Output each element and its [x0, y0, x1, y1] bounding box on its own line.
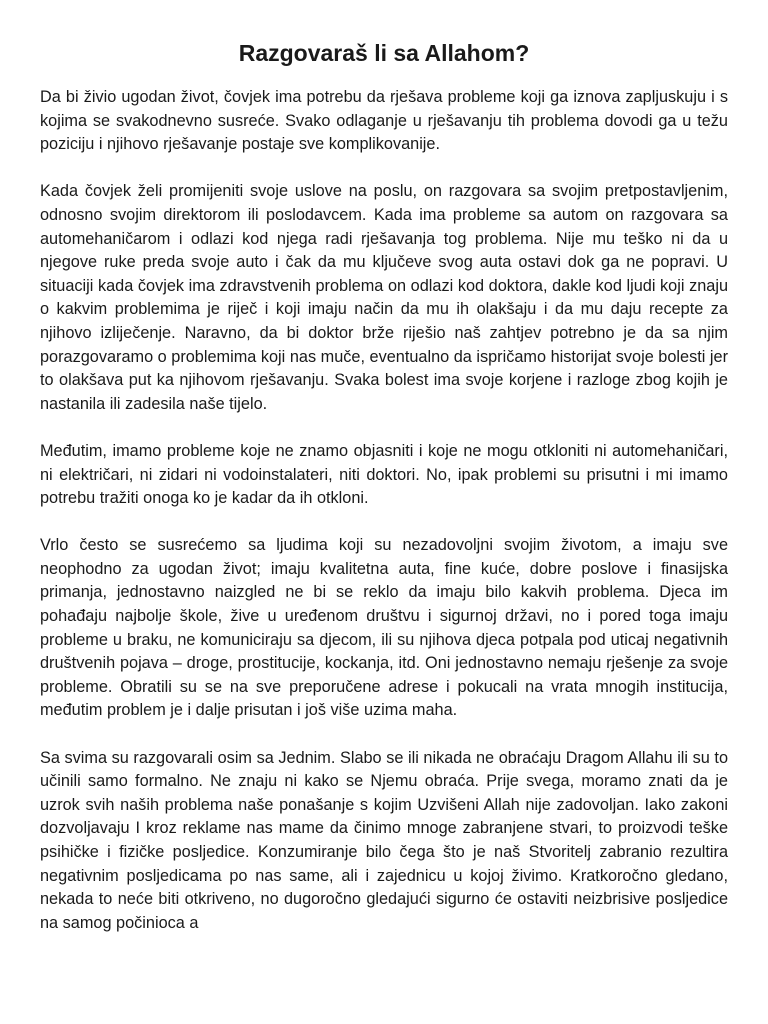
document-title: Razgovaraš li sa Allahom?: [238, 40, 530, 66]
paragraph-5: Sa svima su razgovarali osim sa Jednim. Slabo se ili nikada ne obraćaju Dragom Allahu ili su to učinili samo formalno. Ne znaju ni kako se Njemu obraća. Prije svega, moramo znati da je uzrok svih naših problema naše ponašanje s kojim Uzvišeni Allah nije zadovoljan. Iako zakoni dozvoljavaju I kroz reklame nas mame da činimo mnoge zabranjene stvari, to proizvodi teške psihičke i fizičke posljedice. Konzumiranje bilo čega što je naš Stvoritelj zabranio rezultira negativnim posljedicama po nas same, ali i zajednicu u kojoj živimo. Kratkoročno gledano, nekada to neće biti otkriveno, no dugoročno gledajući sigurno će ostaviti neizbrisive posljedice na samog počinioca a: [40, 748, 728, 932]
paragraph-1: Da bi živio ugodan život, čovjek ima potrebu da rješava probleme koji ga iznova zapljuskuju i s kojima se svakodnevno susreće. Svako odlaganje u rješavanju tih problema dovodi ga u težu poziciju i njihovo rješavanje postaje sve komplikovanije.: [40, 88, 728, 154]
paragraph-4: Vrlo često se susrećemo sa ljudima koji su nezadovoljni svojim životom, a imaju sve neophodno za ugodan život; imaju kvalitetna auta, fine kuće, dobre poslove i finasijska primanja, jednostavno naizgled ne bi se reklo da imaju bilo kakvih problema. Djeca im pohađaju najbolje škole, žive u uređenom društvu i sigurnoj državi, no i pored toga imaju probleme u braku, ne komuniciraju sa djecom, ili su njihova djeca potpala pod uticaj negativnih društvenih pojava – droge, prostitucije, kockanja, itd. Oni jednostavno nemaju rješenje za svoje probleme. Obratili su se na sve preporučene adrese i pokucali na vrata mnogih institucija, međutim problem je i dalje prisutan i još više uzima maha.: [40, 536, 728, 720]
paragraph-3: Međutim, imamo probleme koje ne znamo objasniti i koje ne mogu otkloniti ni automehaničari, ni električari, ni zidari ni vodoinstalateri, niti doktori. No, ipak problemi su prisutni i mi imamo potrebu tražiti onoga ko je kadar da ih otkloni.: [40, 441, 728, 508]
document-page: [40, 38, 728, 959]
paragraph-2: Kada čovjek želi promijeniti svoje uslove na poslu, on razgovara sa svojim pretpostavljenim, odnosno svojim direktorom ili poslodavcem. Kada ima probleme sa autom on razgovara sa automehaničarom i odlazi kod njega radi rješavanja tog problema. Nije mu teško ni da u njegove ruke preda svoje auto i čak da mu ključeve svog auta ostavi dok ga ne popravi. U situaciji kada čovjek ima zdravstvenih problema on odlazi kod doktora, dakle kod ljudi koji znaju o kakvim problemima je riječ i koji imaju način da mu ih olakšaju i da mu daju recepte za njihovo izliječenje. Naravno, da bi doktor brže riješio naš zahtjev potrebno je da sa njim porazgovaramo o problemima koji nas muče, eventualno da ispričamo historijat svoje bolesti jer to olakšava put ka njihovom rješavanju. Svaka bolest ima svoje korjene i razloge zbog kojih je nastanila ili zadesila naše tijelo.: [40, 182, 728, 413]
